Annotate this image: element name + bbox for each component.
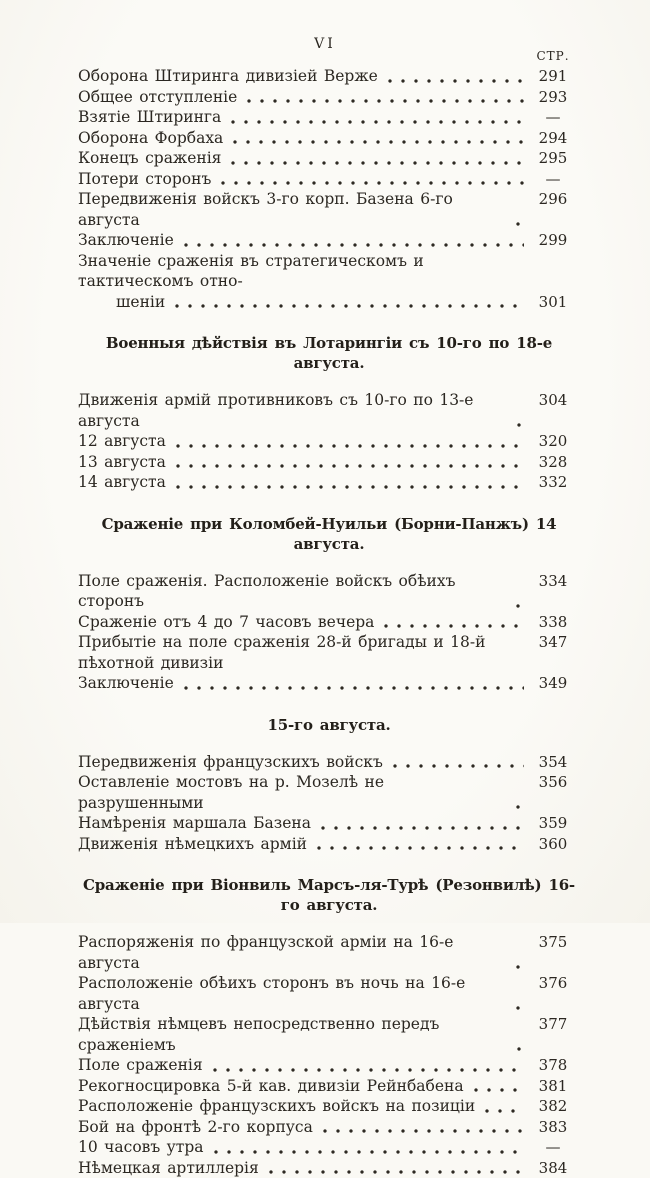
dot-leader — [176, 464, 524, 468]
dot-leader — [516, 604, 524, 608]
dot-leader — [176, 485, 524, 489]
toc-section — [78, 514, 580, 694]
toc-entry — [78, 169, 580, 190]
dot-leader — [323, 1129, 524, 1133]
section-heading: 15-го августа. — [78, 715, 580, 735]
dot-leader — [214, 1150, 524, 1154]
toc-entry — [78, 189, 580, 230]
section-heading: Сраженіе при Віонвиль Марсъ-ля-Турѣ (Резонвилѣ) 16-го августа. — [78, 875, 580, 915]
dot-leader — [393, 764, 524, 768]
entry-title: Потери сторонъ — [78, 169, 211, 190]
dot-leader — [516, 805, 524, 809]
section-heading: Сраженіе при Коломбей-Нуильи (Борни-Панжъ) 14 августа. — [78, 514, 580, 554]
toc-entry — [78, 390, 580, 431]
toc-entry — [78, 230, 580, 251]
entry-title: Движенія нѣмецкихъ армій — [78, 834, 307, 855]
dot-leader — [517, 284, 524, 288]
dot-leader — [321, 826, 524, 830]
toc-entry — [78, 834, 580, 855]
dot-leader — [231, 120, 524, 124]
section-heading: Военныя дѣйствія въ Лотарингіи съ 10-го по 18-е августа. — [78, 333, 580, 373]
toc-entry — [78, 128, 580, 149]
entry-title: Заключеніе — [78, 230, 174, 251]
dot-leader — [175, 304, 524, 308]
toc-entry — [78, 66, 580, 87]
toc-entry — [78, 571, 580, 612]
entry-title: Движенія армій противниковъ съ 10-го по 13-е августа — [78, 390, 507, 431]
toc-entry — [78, 1014, 580, 1055]
entry-title: Общее отступленіе — [78, 87, 237, 108]
entry-title: Сраженіе отъ 4 до 7 часовъ вечера — [78, 612, 374, 633]
page-folio: VI — [0, 36, 650, 52]
entry-page: 338 — [526, 612, 580, 633]
dot-leader — [384, 624, 524, 628]
toc-entry — [78, 813, 580, 834]
entry-page: 356 — [526, 772, 580, 793]
entry-title: Нѣмецкая артиллерія — [78, 1158, 259, 1178]
dot-leader — [213, 1068, 524, 1072]
entry-title: Заключеніе — [78, 673, 174, 694]
entry-title: Конецъ сраженія — [78, 148, 221, 169]
entry-title: Бой на фронтѣ 2-го корпуса — [78, 1117, 313, 1138]
dot-leader — [485, 1109, 524, 1113]
entry-page: 320 — [526, 431, 580, 452]
toc — [78, 66, 580, 1178]
toc-entry — [78, 1137, 580, 1158]
entry-title: Расположеніе французскихъ войскъ на позиціи — [78, 1096, 475, 1117]
toc-entry — [78, 1117, 580, 1138]
dot-leader — [518, 665, 524, 669]
entry-page: 384 — [526, 1158, 580, 1178]
entry-title: Оборона Штиринга дивизіей Верже — [78, 66, 378, 87]
entry-title: 10 часовъ утра — [78, 1137, 204, 1158]
dot-leader — [516, 222, 524, 226]
entry-page: 349 — [526, 673, 580, 694]
toc-entry — [78, 431, 580, 452]
dot-leader — [517, 1047, 524, 1051]
entry-page: 332 — [526, 472, 580, 493]
dot-leader — [317, 846, 524, 850]
toc-entry — [78, 87, 580, 108]
toc-entry — [78, 107, 580, 128]
toc-entry — [78, 612, 580, 633]
entry-page: 347 — [526, 632, 580, 653]
entry-page: 354 — [526, 752, 580, 773]
toc-section — [78, 875, 580, 1178]
dot-leader — [269, 1170, 524, 1174]
toc-entry — [78, 932, 580, 973]
entry-title: Значеніе сраженія въ стратегическомъ и тактическомъ отно- — [78, 251, 507, 292]
entry-title: Намѣренія маршала Базена — [78, 813, 311, 834]
dot-leader — [184, 243, 524, 247]
entry-title: Поле сраженія — [78, 1055, 203, 1076]
entry-title: шеніи — [78, 292, 165, 313]
toc-entry — [78, 632, 580, 673]
entry-page: 299 — [526, 230, 580, 251]
entry-page: 296 — [526, 189, 580, 210]
toc-section — [78, 333, 580, 493]
entry-page: 334 — [526, 571, 580, 592]
toc-entry — [78, 1158, 580, 1178]
entry-title: Распоряженія по французской арміи на 16-е августа — [78, 932, 506, 973]
toc-entry — [78, 1096, 580, 1117]
entry-title: 12 августа — [78, 431, 166, 452]
dot-leader — [176, 444, 524, 448]
toc-entry — [78, 673, 580, 694]
entry-page: 304 — [526, 390, 580, 411]
entry-page: 360 — [526, 834, 580, 855]
toc-entry — [78, 1055, 580, 1076]
entry-page: 291 — [526, 66, 580, 87]
entry-title: Дѣйствія нѣмцевъ непосредственно передъ сраженіемъ — [78, 1014, 507, 1055]
toc-entry — [78, 772, 580, 813]
entry-page: 295 — [526, 148, 580, 169]
toc-entry — [78, 973, 580, 1014]
entry-page: — — [526, 169, 580, 190]
toc-entry — [78, 1076, 580, 1097]
entry-title: Рекогносцировка 5-й кав. дивизіи Рейнбабена — [78, 1076, 464, 1097]
dot-leader — [517, 423, 524, 427]
entry-title: 14 августа — [78, 472, 166, 493]
entry-page: 377 — [526, 1014, 580, 1035]
entry-title: Передвиженія французскихъ войскъ — [78, 752, 383, 773]
toc-entry — [78, 148, 580, 169]
dot-leader — [184, 686, 524, 690]
entry-page: 375 — [526, 932, 580, 953]
entry-title: Расположеніе обѣихъ сторонъ въ ночь на 16-е августа — [78, 973, 506, 1014]
entry-title: Передвиженія войскъ 3-го корп. Базена 6-го августа — [78, 189, 506, 230]
dot-leader — [231, 161, 524, 165]
dot-leader — [233, 140, 524, 144]
entry-title: Прибытіе на поле сраженія 28-й бригады и 18-й пѣхотной дивизіи — [78, 632, 508, 673]
toc-entry — [78, 472, 580, 493]
entry-title: Взятіе Штиринга — [78, 107, 221, 128]
entry-page: 301 — [526, 292, 580, 313]
entry-title: Оставленіе мостовъ на р. Мозелѣ не разрушенными — [78, 772, 506, 813]
entry-page: — — [526, 1137, 580, 1158]
dot-leader — [516, 1006, 524, 1010]
toc-section — [78, 715, 580, 855]
entry-title: Поле сраженія. Расположеніе войскъ обѣихъ сторонъ — [78, 571, 506, 612]
toc-entry — [78, 251, 580, 292]
toc-entry — [78, 292, 580, 313]
entry-page: 328 — [526, 452, 580, 473]
page-column-header: СТР. — [526, 49, 580, 63]
entry-page: — — [526, 107, 580, 128]
dot-leader — [474, 1088, 524, 1092]
dot-leader — [247, 99, 524, 103]
entry-page: 294 — [526, 128, 580, 149]
entry-page: 381 — [526, 1076, 580, 1097]
toc-section — [78, 66, 580, 312]
entry-page: 383 — [526, 1117, 580, 1138]
entry-page: 378 — [526, 1055, 580, 1076]
dot-leader — [388, 79, 524, 83]
entry-page: 376 — [526, 973, 580, 994]
entry-title: Оборона Форбаха — [78, 128, 223, 149]
entry-page: 382 — [526, 1096, 580, 1117]
entry-title: 13 августа — [78, 452, 166, 473]
entry-page: 293 — [526, 87, 580, 108]
toc-entry — [78, 752, 580, 773]
dot-leader — [221, 181, 524, 185]
entry-page: 359 — [526, 813, 580, 834]
dot-leader — [516, 965, 524, 969]
toc-entry — [78, 452, 580, 473]
